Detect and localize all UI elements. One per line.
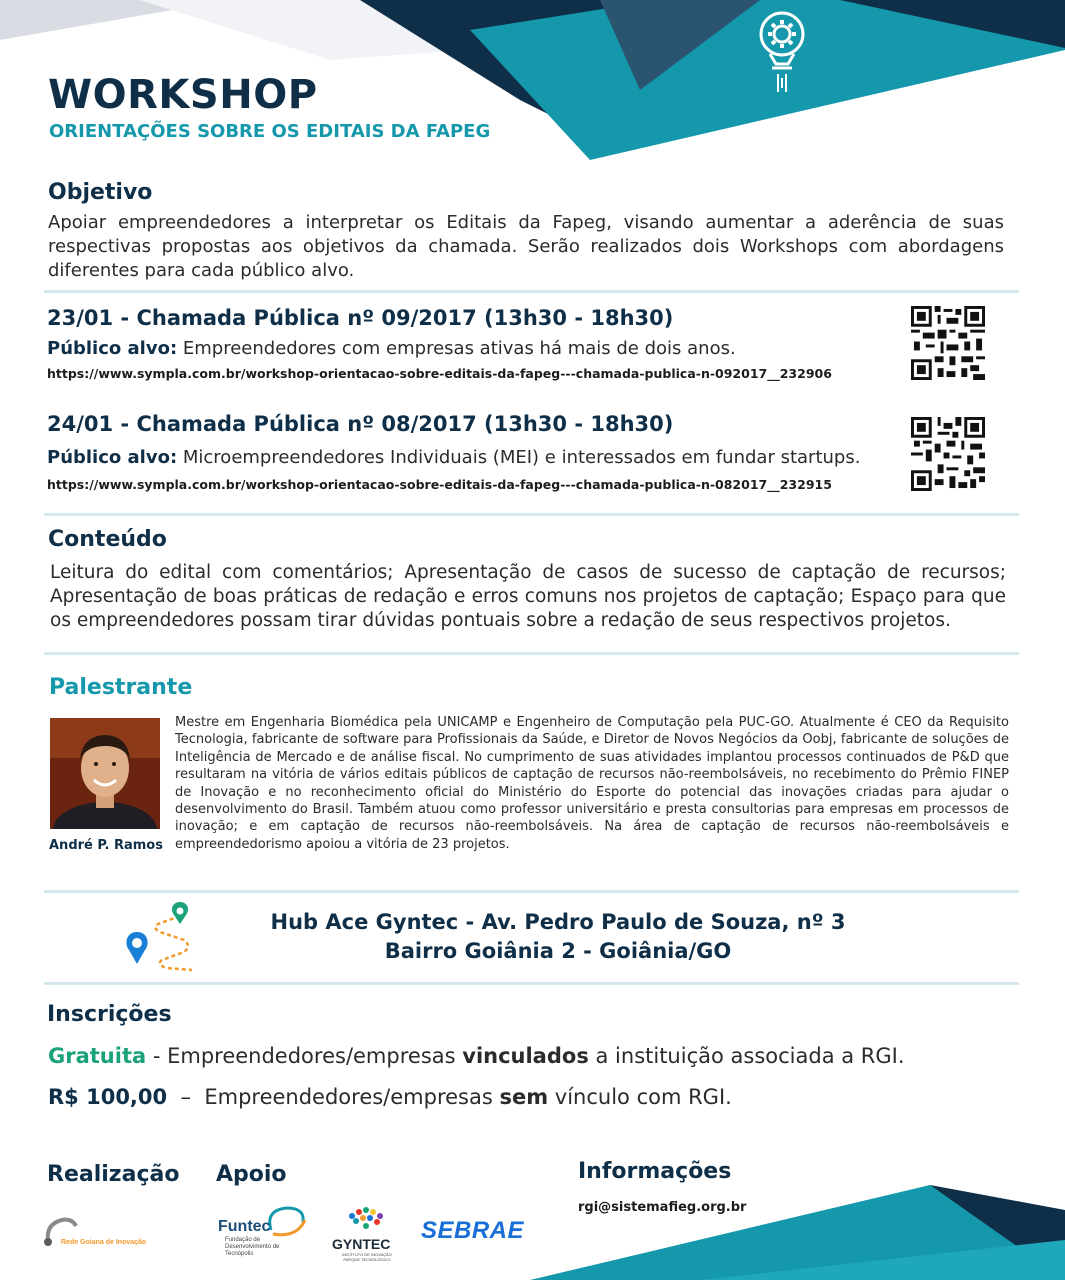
divider <box>44 890 1019 893</box>
audience-text: Empreendedores com empresas ativas há mais de dois anos. <box>177 338 736 359</box>
gyntec-logo <box>330 1206 402 1262</box>
divider <box>44 652 1019 655</box>
location-line-2: Bairro Goiânia 2 - Goiânia/GO <box>384 939 732 963</box>
session-title: 23/01 - Chamada Pública nº 09/2017 (13h30 - 18h30) <box>47 306 674 330</box>
free-registration <box>48 1044 905 1068</box>
audience-label: Público alvo: <box>47 338 178 359</box>
objetivo-heading: Objetivo <box>48 180 153 205</box>
informacoes-heading: Informações <box>578 1159 732 1184</box>
audience-text: Microempreendedores Individuais (MEI) e interessados em fundar startups. <box>177 447 861 468</box>
speaker-name: André P. Ramos <box>49 838 163 853</box>
divider <box>44 513 1019 516</box>
free-sep: - Empreendedores/empresas <box>146 1044 463 1068</box>
page-title: WORKSHOP <box>48 72 318 118</box>
inscricoes-heading: Inscrições <box>47 1002 172 1027</box>
gyntec-logo-text: GYNTEC <box>332 1236 391 1252</box>
qr-code-icon[interactable] <box>911 306 985 380</box>
paid-label: R$ 100,00 <box>48 1085 168 1109</box>
location-line-1: Hub Ace Gyntec - Av. Pedro Paulo de Souza, nº 3 <box>270 910 846 934</box>
speaker-photo <box>50 718 160 829</box>
funtec-logo <box>217 1204 317 1260</box>
conteudo-text: Leitura do edital com comentários; Apresentação de casos de sucesso de captação de recursos; Apresentação de boas práticas de redação e erros comuns nos projetos de captação; Espaço para que os empreendedores possam tirar dúvidas pontuais sobre a redação de seus respectivos projetos. <box>50 562 1006 631</box>
session-audience <box>47 447 860 468</box>
divider <box>44 290 1019 293</box>
objetivo-text: Apoiar empreendedores a interpretar os Editais da Fapeg, visando aumentar a aderência de suas respectivas propostas aos objetivos da chamada. Serão realizados dois Workshops com abordagens diferentes para cada público alvo. <box>48 212 1004 281</box>
session-audience <box>47 338 736 359</box>
speaker-bio: Mestre em Engenharia Biomédica pela UNICAMP e Engenheiro de Computação pela PUC-GO. Atualmente é CEO da Requisito Tecnologia, fabricante de software para Profissionais da Saúde, e Diretor de Novos Negócios da Oobj, fabricante de soluções de Inteligência de Mercado e de análise fiscal. No cumprimento de suas atividades implantou processos continuados de P&D que resultaram na vitória de vários editais públicos de captação de recursos não-reembolsáveis, no recebimento do Prêmio FINEP de Inovação e no reconhecimento oficial do Ministério do Esporte do potencial das inovações criadas para ajudar o desenvolvimento do Brasil. Também atuou como professor universitário e presta consultorias para empresas em processos de inovação; e em captação de recursos não-reembolsáveis. Na área de captação de recursos não-reembolsáveis e empreendedorismo apoiou a vitória de 23 projetos. <box>175 715 1009 852</box>
conteudo-heading: Conteúdo <box>48 527 167 552</box>
audience-label: Público alvo: <box>47 447 178 468</box>
free-bold: vinculados <box>462 1044 589 1068</box>
gyntec-logo-sub: INSTITUTO DE INOVAÇÃO PARQUE TECNOLÓGICO <box>342 1252 392 1262</box>
gear-lightbulb-icon <box>752 8 812 94</box>
contact-email[interactable]: rgi@sistemafieg.org.br <box>578 1200 747 1215</box>
sebrae-logo: SEBRAE <box>421 1217 525 1244</box>
rgi-logo-text: Rede Goiana de Inovação <box>61 1239 147 1246</box>
funtec-logo-text: Funtec <box>218 1218 271 1235</box>
page-subtitle: ORIENTAÇÕES SOBRE OS EDITAIS DA FAPEG <box>49 121 491 142</box>
session-link[interactable]: https://www.sympla.com.br/workshop-orientacao-sobre-editais-da-fapeg---chamada-publica-n-092017__232906 <box>47 366 832 381</box>
qr-code-icon[interactable] <box>911 417 985 491</box>
rgi-logo <box>42 1214 162 1254</box>
realizacao-heading: Realização <box>47 1162 180 1187</box>
paid-bold: sem <box>499 1085 549 1109</box>
gyntec-logo-icon <box>344 1206 388 1234</box>
free-rest: a instituição associada a RGI. <box>588 1044 905 1068</box>
apoio-heading: Apoio <box>216 1162 287 1187</box>
location-route-icon <box>122 902 196 976</box>
session-link[interactable]: https://www.sympla.com.br/workshop-orientacao-sobre-editais-da-fapeg---chamada-publica-n-082017__232915 <box>47 477 832 492</box>
paid-registration <box>48 1085 732 1109</box>
session-title: 24/01 - Chamada Pública nº 08/2017 (13h30 - 18h30) <box>47 412 674 436</box>
free-label: Gratuita <box>48 1044 147 1068</box>
paid-rest: vínculo com RGI. <box>548 1085 732 1109</box>
divider <box>44 982 1019 985</box>
palestrante-heading: Palestrante <box>49 675 193 700</box>
paid-sep: – Empreendedores/empresas <box>167 1085 500 1109</box>
funtec-logo-sub: Fundação de Desenvolvimento de Tecnópolis <box>225 1237 280 1257</box>
